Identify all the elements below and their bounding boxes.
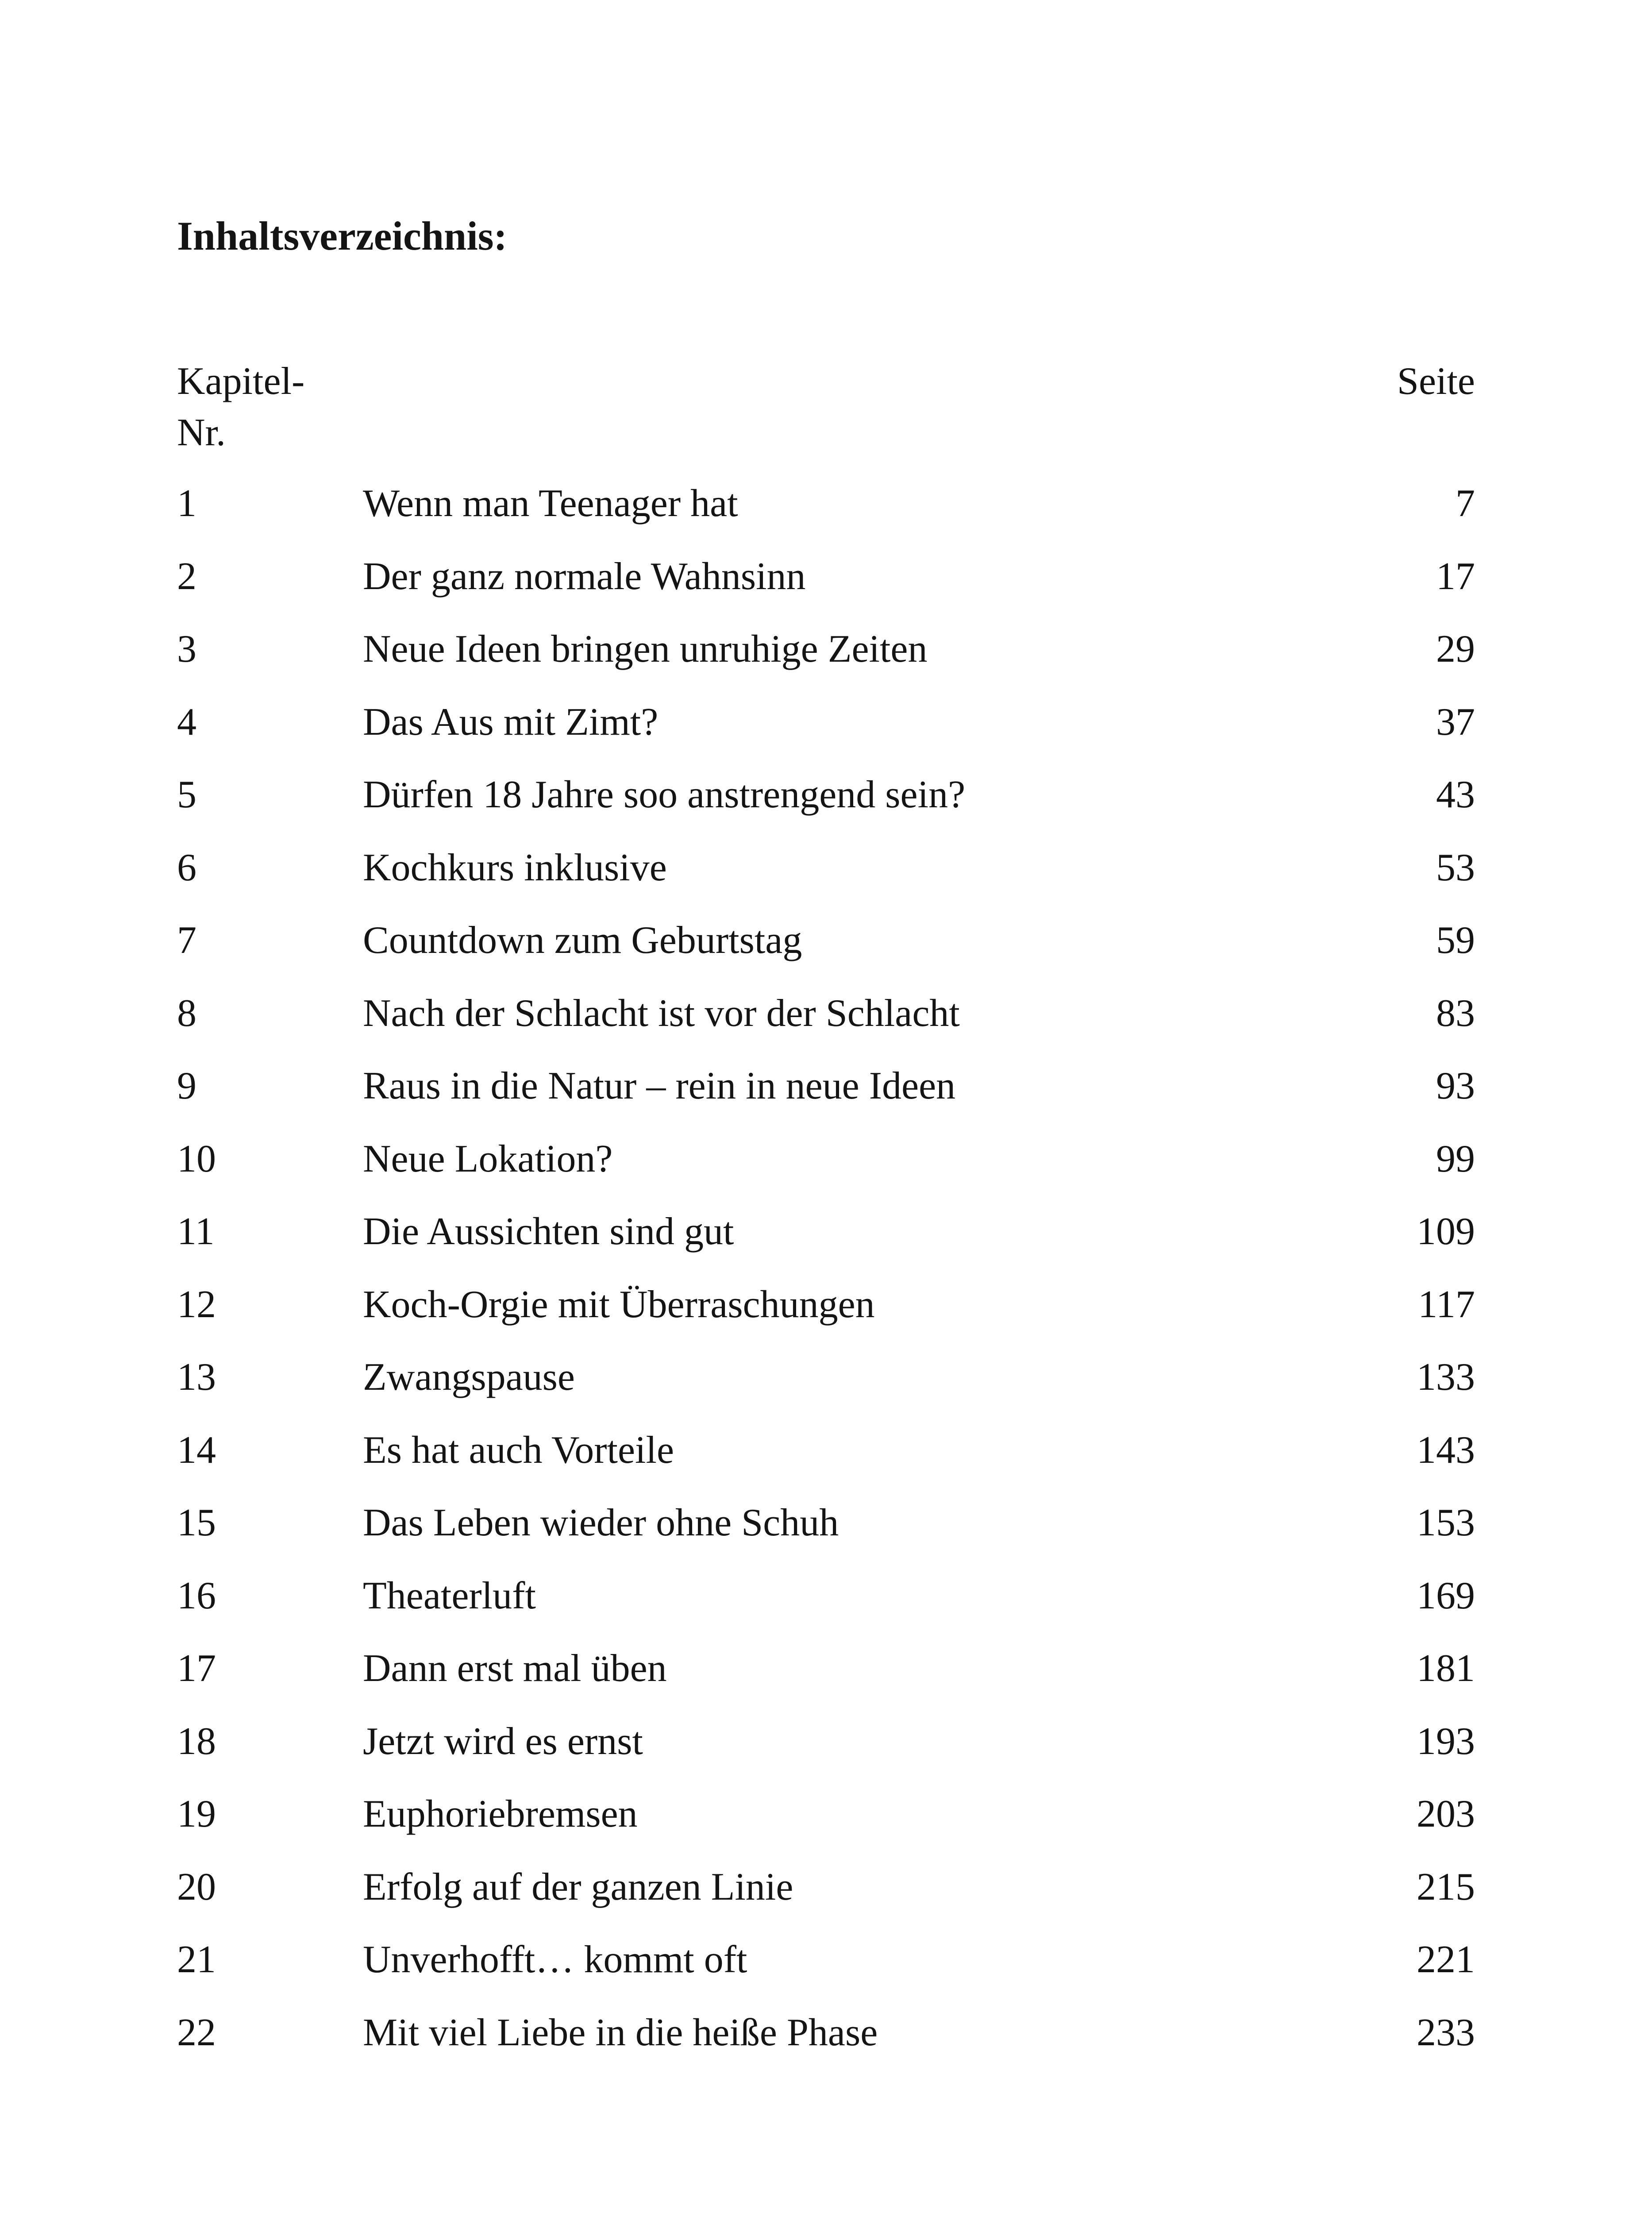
chapter-number: 7 xyxy=(177,919,196,962)
toc-row xyxy=(177,1497,1475,1570)
chapter-number: 14 xyxy=(177,1428,216,1472)
page-title: Inhaltsverzeichnis: xyxy=(177,213,508,258)
chapter-number: 22 xyxy=(177,2011,216,2054)
chapter-page: 117 xyxy=(1418,1283,1475,1326)
chapter-number: 1 xyxy=(177,482,196,525)
toc-row xyxy=(177,915,1475,988)
chapter-title: Das Leben wieder ohne Schuh xyxy=(363,1501,839,1544)
toc-list xyxy=(177,478,1475,2080)
chapter-title: Countdown zum Geburtstag xyxy=(363,919,802,962)
toc-row xyxy=(177,624,1475,697)
chapter-page: 169 xyxy=(1417,1574,1475,1617)
chapter-page: 133 xyxy=(1417,1356,1475,1399)
chapter-page: 233 xyxy=(1417,2011,1475,2054)
toc-row xyxy=(177,1133,1475,1207)
chapter-number: 4 xyxy=(177,700,196,744)
toc-row xyxy=(177,1206,1475,1279)
chapter-page: 17 xyxy=(1436,555,1475,598)
chapter-title: Dürfen 18 Jahre soo anstrengend sein? xyxy=(363,773,966,816)
chapter-page: 37 xyxy=(1436,700,1475,744)
chapter-title: Das Aus mit Zimt? xyxy=(363,700,658,744)
chapter-title: Koch-Orgie mit Überraschungen xyxy=(363,1283,875,1326)
chapter-title: Euphoriebremsen xyxy=(363,1793,638,1835)
toc-row xyxy=(177,697,1475,770)
chapter-page: 215 xyxy=(1417,1865,1475,1908)
toc-row xyxy=(177,1716,1475,1789)
chapter-page: 143 xyxy=(1417,1428,1475,1472)
toc-row xyxy=(177,551,1475,624)
chapter-number: 11 xyxy=(177,1210,215,1253)
chapter-page: 7 xyxy=(1456,482,1475,525)
toc-row xyxy=(177,769,1475,842)
toc-row xyxy=(177,988,1475,1061)
chapter-page: 221 xyxy=(1417,1938,1475,1981)
toc-row xyxy=(177,1060,1475,1133)
chapter-number: 3 xyxy=(177,628,196,671)
chapter-number: 18 xyxy=(177,1720,216,1763)
chapter-title: Neue Lokation? xyxy=(363,1137,613,1180)
chapter-page: 59 xyxy=(1436,919,1475,962)
chapter-title: Die Aussichten sind gut xyxy=(363,1210,734,1253)
chapter-number: 19 xyxy=(177,1793,216,1835)
chapter-number: 15 xyxy=(177,1501,216,1544)
toc-row xyxy=(177,1789,1475,1862)
column-header-chapter xyxy=(177,356,304,459)
toc-row xyxy=(177,1570,1475,1643)
toc-row xyxy=(177,1934,1475,2007)
chapter-page: 99 xyxy=(1436,1137,1475,1180)
chapter-number: 5 xyxy=(177,773,196,816)
chapter-page: 29 xyxy=(1436,628,1475,671)
toc-row xyxy=(177,1643,1475,1716)
chapter-number: 10 xyxy=(177,1137,216,1180)
chapter-title: Wenn man Teenager hat xyxy=(363,482,738,525)
column-header-chapter-line1: Kapitel- xyxy=(177,360,305,403)
chapter-title: Es hat auch Vorteile xyxy=(363,1428,674,1472)
chapter-page: 83 xyxy=(1436,991,1475,1035)
chapter-page: 109 xyxy=(1417,1210,1475,1253)
chapter-number: 8 xyxy=(177,991,196,1035)
chapter-number: 16 xyxy=(177,1574,216,1617)
chapter-title: Kochkurs inklusive xyxy=(363,846,667,889)
chapter-number: 13 xyxy=(177,1356,216,1399)
chapter-number: 17 xyxy=(177,1647,216,1690)
chapter-title: Raus in die Natur – rein in neue Ideen xyxy=(363,1064,956,1107)
chapter-page: 203 xyxy=(1417,1793,1475,1835)
chapter-title: Nach der Schlacht ist vor der Schlacht xyxy=(363,991,960,1035)
chapter-number: 21 xyxy=(177,1938,216,1981)
chapter-number: 12 xyxy=(177,1283,216,1326)
chapter-number: 6 xyxy=(177,846,196,889)
chapter-title: Erfolg auf der ganzen Linie xyxy=(363,1865,793,1908)
chapter-title: Der ganz normale Wahnsinn xyxy=(363,555,806,598)
toc-row xyxy=(177,1862,1475,1935)
chapter-page: 43 xyxy=(1436,773,1475,816)
column-header-chapter-line2: Nr. xyxy=(177,411,226,454)
toc-row xyxy=(177,1279,1475,1352)
toc-row xyxy=(177,1352,1475,1425)
toc-row xyxy=(177,842,1475,915)
chapter-number: 9 xyxy=(177,1064,196,1107)
chapter-title: Jetzt wird es ernst xyxy=(363,1720,643,1763)
toc-row xyxy=(177,478,1475,551)
chapter-page: 153 xyxy=(1417,1501,1475,1544)
chapter-page: 93 xyxy=(1436,1064,1475,1107)
chapter-title: Neue Ideen bringen unruhige Zeiten xyxy=(363,628,928,671)
chapter-page: 181 xyxy=(1417,1647,1475,1690)
chapter-title: Dann erst mal üben xyxy=(363,1647,667,1690)
chapter-title: Theaterluft xyxy=(363,1574,536,1617)
chapter-title: Mit viel Liebe in die heiße Phase xyxy=(363,2011,878,2054)
chapter-page: 193 xyxy=(1417,1720,1475,1763)
toc-row xyxy=(177,1425,1475,1498)
toc-row xyxy=(177,2007,1475,2080)
chapter-page: 53 xyxy=(1436,846,1475,889)
chapter-number: 2 xyxy=(177,555,196,598)
column-header-page: Seite xyxy=(1397,360,1475,403)
chapter-title: Zwangspause xyxy=(363,1356,575,1399)
chapter-number: 20 xyxy=(177,1865,216,1908)
chapter-title: Unverhofft… kommt oft xyxy=(363,1938,747,1981)
